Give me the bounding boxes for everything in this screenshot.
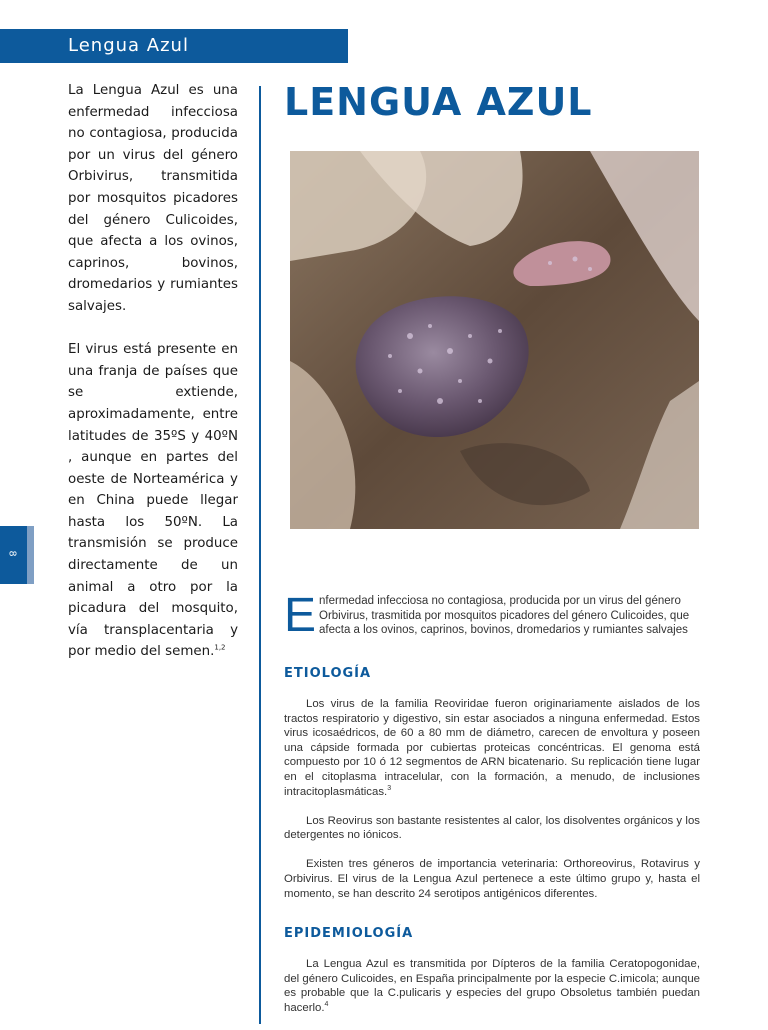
epidemiologia-paragraph-1-text: La Lengua Azul es transmitida por Dípteros de la familia Ceratopogonidae, del género Culicoides, en España principalmente por la especie C.imicola; aunque es probable que la C.pulicaris y especies del grupo Obsoletus también puedan hacerlo. [284, 958, 701, 1014]
epidemiologia-heading: EPIDEMIOLOGÍA [284, 926, 414, 941]
sidebar-summary [68, 80, 238, 685]
page-number-tab [0, 526, 34, 584]
etiologia-paragraph-1-text: Los virus de la familia Reoviridae fueron originariamente aislados de los tractos respiratorio y digestivo, sin estar asociados a ninguna enfermedad. Estos virus icosaédricos, de 60 a 80 mm de diámetro, carecen de envoltura y poseen una cápside formada por cubiertas proteicas concéntricas. El genoma está compuesto por 10 ó 12 segmentos de ARN bicatenario. Su replicación tiene lugar en el citoplasma intracelular, con la formación, a menudo, de inclusiones intracitoplasmáticas. [284, 698, 700, 798]
etiologia-paragraph-1 [284, 697, 700, 799]
etiologia-reference: 3 [387, 784, 392, 792]
epidemiologia-body [284, 957, 700, 1030]
sidebar-reference: 1,2 [214, 643, 226, 652]
intro-dropcap: E [284, 589, 317, 642]
etiologia-heading: ETIOLOGÍA [284, 666, 372, 681]
header-bar [0, 29, 348, 63]
page-number: 8 [6, 550, 18, 557]
header-title: Lengua Azul [68, 35, 189, 56]
sidebar-paragraph-2-text: El virus está presente en una franja de países que se extiende, aproximadamente, entre latitudes de 35ºS y 40ºN , aunque en partes del oeste de Norteamérica y en China puede llegar hasta los 50ºN. La transmisión se produce directamente de un animal a otro por la picadura del mosquito, vía transplacentaria y por medio del semen. [68, 342, 238, 660]
sheep-tongue-photo [290, 151, 699, 529]
sidebar-paragraph-2 [68, 339, 238, 663]
epidemiologia-reference: 4 [324, 1000, 329, 1008]
etiologia-paragraph-3: Existen tres géneros de importancia veterinaria: Orthoreovirus, Rotavirus y Orbivirus. El virus de la Lengua Azul pertenece a este último grupo y, hasta el momento, se han descrito 24 serotipos antigénicos diferentes. [284, 858, 700, 900]
etiologia-body [284, 697, 700, 916]
main-title: LENGUA AZUL [284, 80, 593, 124]
sheep-tongue-illustration [290, 151, 699, 529]
intro-paragraph [284, 589, 700, 642]
intro-text: nfermedad infecciosa no contagiosa, producida por un virus del género Orbivirus, trasmitida por mosquitos picadores del género Culicoides, que afecta a los ovinos, caprinos, bovinos, dromedarios y rumiantes salvajes [319, 595, 690, 636]
etiologia-paragraph-2: Los Reovirus son bastante resistentes al calor, los disolventes orgánicos y los detergentes no iónicos. [284, 814, 700, 842]
sidebar-paragraph-1: La Lengua Azul es una enfermedad infecciosa no contagiosa, producida por un virus del género Orbivirus, transmitida por mosquitos picadores del género Culicoides, que afecta a los ovinos, caprinos, bovinos, dromedarios y rumiantes salvajes. [68, 83, 238, 314]
epidemiologia-paragraph-1 [284, 957, 700, 1015]
page-number-tab-inner [0, 526, 27, 584]
column-divider [259, 86, 261, 1024]
